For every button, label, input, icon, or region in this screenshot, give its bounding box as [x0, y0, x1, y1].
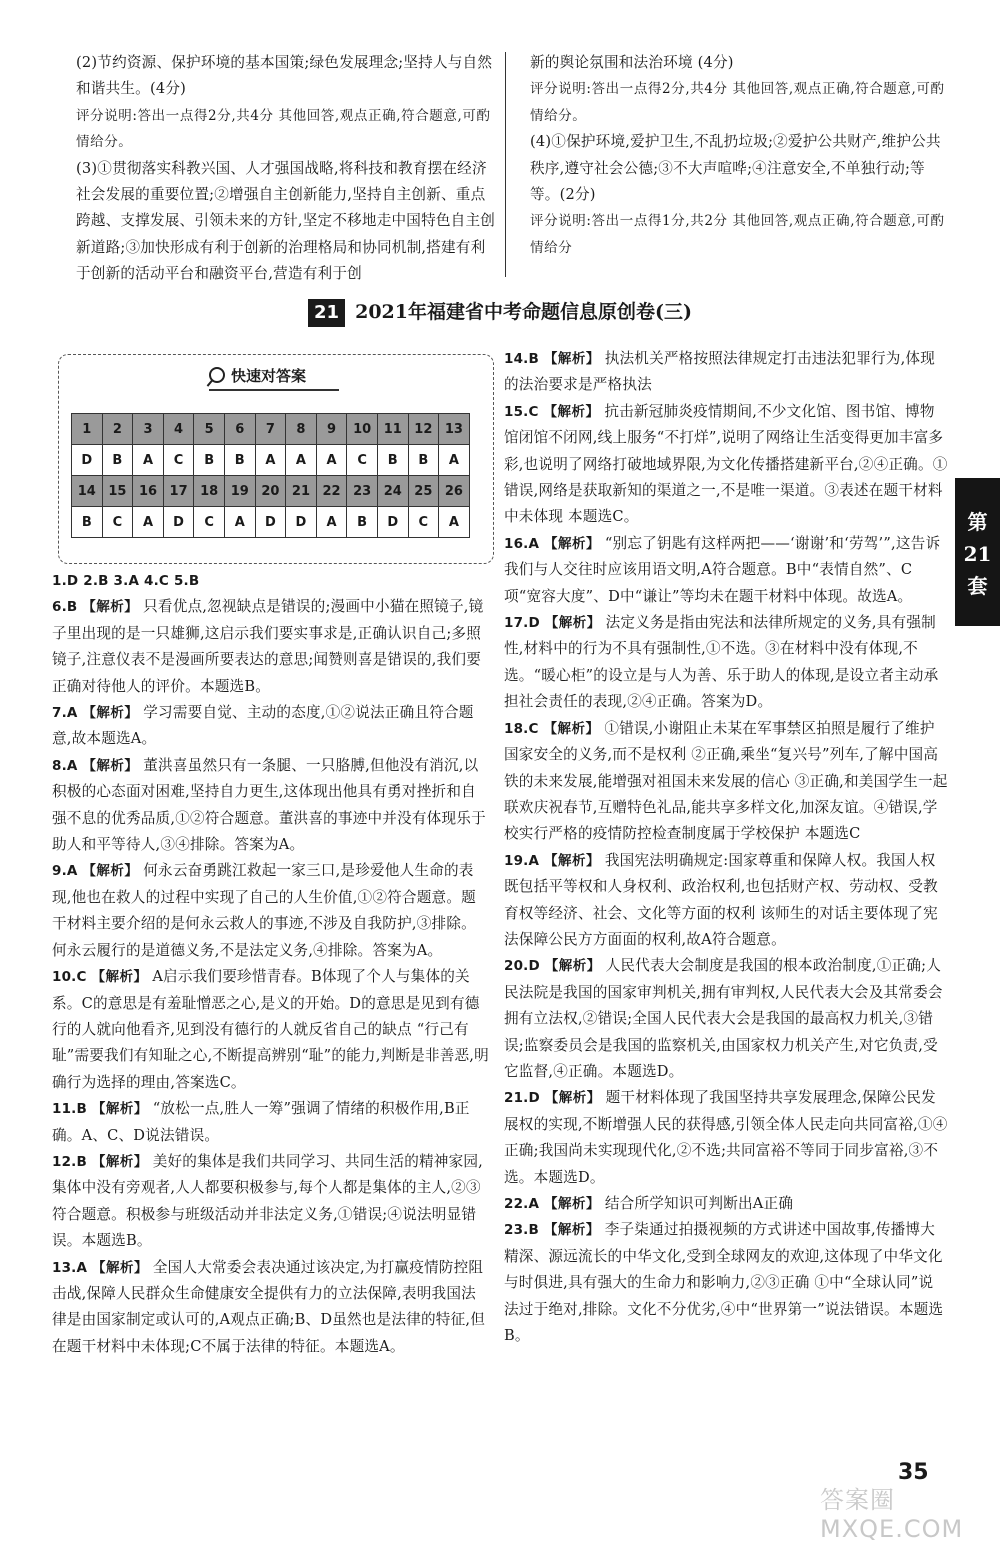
answer-number: 9.A: [52, 863, 78, 880]
q-num-cell: 19: [224, 476, 255, 507]
q-num-cell: 6: [224, 414, 255, 445]
answer-item: [52, 1255, 490, 1361]
answer-number: 18.C: [504, 720, 539, 737]
analysis-tag: 【解析】: [543, 403, 600, 420]
right-answer-column: [504, 346, 948, 1349]
answer-table-number-row: [72, 476, 470, 507]
analysis-tag: 【解析】: [544, 1090, 601, 1107]
answer-text: 我国宪法明确规定:国家尊重和保障人权。我国人权既包括平等权和人身权利、政治权利,也包括财产权、劳动权、受教育权等经济、社会、文化等方面的权利 该师生的对话主要体现了宪法保障公民方方面面的权利,故A符合题意。: [504, 851, 938, 948]
answer-cell: A: [133, 445, 164, 476]
answer-item: [52, 1149, 490, 1255]
answer-number: 6.B: [52, 599, 78, 616]
answer-text: 抗击新冠肺炎疫情期间,不少文化馆、图书馆、博物馆闭馆不闭网,线上服务“不打烊”,说明了网络让生活变得更加丰富多彩,也说明了网络打破地域界限,为文化传播搭建新平台,②④正确。①错误,网络是获取新知的渠道之一,不是唯一渠道。③表述在题干材料中未体现 本题选C。: [504, 402, 948, 526]
answer-table-letter-row: [72, 507, 470, 538]
page-number: 35: [898, 1460, 929, 1485]
section-title-text: 2021年福建省中考命题信息原创卷(三): [355, 301, 692, 323]
section-number: 21: [308, 299, 345, 327]
answer-cell: A: [255, 445, 286, 476]
analysis-tag: 【解析】: [82, 757, 139, 774]
q-num-cell: 23: [347, 476, 378, 507]
answer-cell: B: [194, 445, 225, 476]
answer-cell: C: [347, 445, 378, 476]
answer-item: [504, 1085, 948, 1191]
answer-cell: B: [347, 507, 378, 538]
answer-text: 题干材料体现了我国坚持共享发展理念,保障公民发展权的实现,不断增强人民的获得感,引领全体人民走向共同富裕,①④正确;我国尚未实现现代化,②不选;共同富裕不等同于同步富裕,③不选。本题选D。: [504, 1089, 948, 1186]
q-num-cell: 18: [194, 476, 225, 507]
q-num-cell: 1: [72, 414, 103, 445]
answer-text: 美好的集体是我们共同学习、共同生活的精神家园,集体中没有旁观者,人人都要积极参与,每个人都是集体的主人,②③符合题意。积极参与班级活动并非法定义务,①错误;④说法明显错误。本题选B。: [52, 1152, 484, 1250]
answer-number: 7.A: [52, 705, 78, 722]
answer-number: 20.D: [504, 958, 540, 975]
answer-cell: B: [102, 445, 133, 476]
answer-item: [52, 858, 490, 964]
answer-cell: B: [377, 445, 408, 476]
answer-number: 21.D: [504, 1090, 540, 1107]
left-answer-column: [52, 568, 490, 1360]
answer-number: 19.A: [504, 852, 540, 869]
q-num-cell: 8: [286, 414, 317, 445]
answer-number: 8.A: [52, 757, 78, 774]
answer-item: [504, 346, 948, 399]
answer-table-letter-row: [72, 445, 470, 476]
q-num-cell: 3: [133, 414, 164, 445]
analysis-tag: 【解析】: [91, 1101, 148, 1118]
answer-number: 14.B: [504, 351, 540, 367]
answer-cell: A: [439, 507, 470, 538]
q-num-cell: 9: [316, 414, 347, 445]
answer-number: 17.D: [504, 615, 540, 632]
answer-cell: B: [408, 445, 439, 476]
top-left-para-2: (3)①贯彻落实科教兴国、人才强国战略,将科技和教育摆在经济社会发展的重要位置;②增强自主创新能力,坚持自主创新、重点跨越、支撑发展、引领未来的方针,坚定不移地走中国特色自主创新道路;③加快形成有利于创新的治理格局和协同机制,搭建有利于创新的活动平台和融资平台,营造有利于创: [76, 159, 496, 283]
top-right-para-2: (4)①保护环境,爱护卫生,不乱扔垃圾;②爱护公共财产,维护公共秩序,遵守社会公德;③不大声喧哗;④注意安全,不单独行动;等等。(2分): [530, 133, 941, 204]
answer-item: [504, 399, 948, 531]
q-num-cell: 14: [72, 476, 103, 507]
answer-text: “别忘了钥匙有这样两把——‘谢谢’和‘劳驾’”,这告诉我们与人交往时应该用语文明,A符合题意。B中“表情自然”、C项“宽容大度”、D中“谦让”等均未在题干材料中体现。故选A。: [504, 534, 941, 605]
answer-text: 1.D 2.B 3.A 4.C 5.B: [52, 573, 200, 589]
answer-item: [52, 1096, 490, 1149]
answer-number: 23.B: [504, 1222, 540, 1239]
answer-cell: D: [72, 445, 103, 476]
q-num-cell: 12: [408, 414, 439, 445]
answer-cell: C: [163, 445, 194, 476]
quick-answer-box: [58, 354, 494, 564]
answer-cell: A: [224, 507, 255, 538]
answer-cell: B: [72, 507, 103, 538]
analysis-tag: 【解析】: [91, 1153, 148, 1170]
answer-cell: D: [163, 507, 194, 538]
q-num-cell: 17: [163, 476, 194, 507]
q-num-cell: 26: [439, 476, 470, 507]
analysis-tag: 【解析】: [544, 615, 601, 632]
answer-number: 15.C: [504, 403, 539, 420]
q-num-cell: 7: [255, 414, 286, 445]
answer-text: 结合所学知识可判断出A正确: [604, 1195, 794, 1212]
analysis-tag: 【解析】: [543, 351, 600, 367]
q-num-cell: 11: [377, 414, 408, 445]
answer-number: 10.C: [52, 969, 87, 986]
answer-item: [504, 1217, 948, 1349]
answer-cell: A: [133, 507, 164, 538]
answer-text: 执法机关严格按照法律规定打击违法犯罪行为,体现的法治要求是严格执法: [504, 350, 936, 394]
q-num-cell: 4: [163, 414, 194, 445]
top-right-column: [530, 50, 946, 261]
answer-cell: D: [286, 507, 317, 538]
answer-item: [504, 531, 948, 610]
answer-cell: B: [224, 445, 255, 476]
answer-text: 董洪喜虽然只有一条腿、一只胳膊,但他没有消沉,以积极的心态面对困难,坚持自力更生,这体现出他具有勇对挫折和自强不息的优秀品质,①②符合题意。董洪喜的事迹中并没有体现乐于助人和平等待人,③④排除。答案为A。: [52, 756, 486, 854]
answer-cell: D: [255, 507, 286, 538]
watermark: 答案圈 MXQE.COM: [820, 1486, 964, 1543]
top-right-scoring-note-2: 评分说明:答出一点得1分,共2分 其他回答,观点正确,符合题意,可酌情给分: [530, 213, 945, 256]
q-num-cell: 25: [408, 476, 439, 507]
q-num-cell: 10: [347, 414, 378, 445]
analysis-tag: 【解析】: [91, 969, 148, 986]
answer-cell: A: [316, 507, 347, 538]
quick-answer-title-text: 快速对答案: [231, 367, 307, 385]
answer-text: 李子柒通过拍摄视频的方式讲述中国故事,传播博大精深、源远流长的中华文化,受到全球网友的欢迎,这体现了中华文化与时俱进,具有强大的生命力和影响力,②③正确 ①中“全球认同”说法过于绝对,排除。文化不分优劣,④中“世界第一”说法错误。本题选B。: [504, 1221, 944, 1345]
answer-table: [71, 413, 470, 538]
answer-text: 全国人大常委会表决通过该决定,为打赢疫情防控阻击战,保障人民群众生命健康安全提供有力的立法保障,表明我国法律是由国家制定或认可的,A观点正确;B、D虽然也是法律的特征,但在题干材料中未体现;C不属于法律的特征。本题选A。: [52, 1258, 485, 1355]
answer-cell: C: [194, 507, 225, 538]
q-num-cell: 21: [286, 476, 317, 507]
answer-item: [504, 953, 948, 1085]
answer-item: [52, 594, 490, 700]
answer-cell: C: [102, 507, 133, 538]
analysis-tag: 【解析】: [82, 705, 139, 722]
answer-text: ①错误,小谢阻止未某在军事禁区拍照是履行了维护国家安全的义务,而不是权利 ②正确,乘坐“复兴号”列车,了解中国高铁的未来发展,能增强对祖国未来发展的信心 ③正确,和美国学生一起联欢庆祝春节,互赠特色礼品,能共享多样文化,加深友谊。④错误,学校实行严格的疫情防控检查制度属于学校保护 本题选C: [504, 719, 948, 843]
answer-number: 12.B: [52, 1153, 88, 1170]
q-num-cell: 20: [255, 476, 286, 507]
answer-item: [52, 753, 490, 859]
answer-text: 学习需要自觉、主动的态度,①②说法正确且符合题意,故本题选A。: [52, 704, 474, 748]
analysis-tag: 【解析】: [544, 535, 601, 552]
analysis-tag: 【解析】: [543, 720, 600, 737]
answer-cell: D: [377, 507, 408, 538]
magnifier-icon: [209, 367, 225, 383]
answer-text: 何永云奋勇跳江救起一家三口,是珍爱他人生命的表现,他也在救人的过程中实现了自己的人生价值,①②符合题意。题干材料主要介绍的是何永云救人的事迹,不涉及自我防护,③排除。何永云履行的是道德义务,不是法定义务,④排除。答案为A。: [52, 862, 476, 959]
answer-cell: A: [316, 445, 347, 476]
answer-text: 法定义务是指由宪法和法律所规定的义务,具有强制性,材料中的行为不具有强制性,①不选。③在材料中没有体现,不选。“暖心柜”的设立是与人为善、乐于助人的体现,是设立者主动承担社会责任的表现,②④正确。答案为D。: [504, 614, 939, 711]
q-num-cell: 2: [102, 414, 133, 445]
q-num-cell: 5: [194, 414, 225, 445]
answer-text: 人民代表大会制度是我国的根本政治制度,①正确;人民法院是我国的国家审判机关,拥有审判权,人民代表大会及其常委会拥有立法权,②错误;全国人民代表大会是我国的最高权力机关,③错误;监察委员会是我国的监察机关,由国家权力机关产生,对它负责,受它监督,④正确。本题选D。: [504, 957, 943, 1080]
section-title: [0, 298, 1000, 327]
answer-text: 只看优点,忽视缺点是错误的;漫画中小猫在照镜子,镜子里出现的是一只雄狮,这启示我们要实事求是,正确认识自己;多照镜子,注意仪表不是漫画所要表达的意思;闻赞则喜是错误的,我们要正确对待他人的评价。本题选B。: [52, 598, 484, 695]
answer-item: [504, 716, 948, 848]
answer-item: [52, 700, 490, 753]
answer-number: 13.A: [52, 1259, 88, 1276]
answer-item: [52, 568, 490, 594]
top-left-para-1: (2)节约资源、保护环境的基本国策;绿色发展理念;坚持人与自然和谐共生。(4分): [76, 54, 493, 98]
q-num-cell: 24: [377, 476, 408, 507]
column-divider: [505, 52, 506, 277]
q-num-cell: 16: [133, 476, 164, 507]
answer-item: [504, 848, 948, 954]
top-right-para-1: 新的舆论氛围和法治环境 (4分): [530, 54, 734, 71]
analysis-tag: 【解析】: [82, 599, 139, 616]
analysis-tag: 【解析】: [92, 1259, 149, 1276]
top-right-scoring-note-1: 评分说明:答出一点得2分,共4分 其他回答,观点正确,符合题意,可酌情给分。: [530, 81, 945, 124]
answer-cell: C: [408, 507, 439, 538]
analysis-tag: 【解析】: [82, 863, 139, 880]
quick-answer-title: [209, 363, 339, 391]
analysis-tag: 【解析】: [544, 1196, 601, 1212]
top-left-column: [76, 50, 496, 288]
answer-item: [52, 964, 490, 1096]
analysis-tag: 【解析】: [544, 958, 601, 975]
answer-number: 11.B: [52, 1101, 88, 1118]
analysis-tag: 【解析】: [544, 852, 601, 869]
q-num-cell: 15: [102, 476, 133, 507]
answer-table-number-row: [72, 414, 470, 445]
answer-text: “放松一点,胜人一筹”强调了情绪的积极作用,B正确。A、C、D说法错误。: [52, 1100, 470, 1144]
answer-item: [504, 1191, 948, 1217]
top-left-scoring-note: 评分说明:答出一点得2分,共4分 其他回答,观点正确,符合题意,可酌情给分。: [76, 107, 491, 151]
set-number-tab: 第21套: [955, 478, 1000, 626]
answer-cell: A: [286, 445, 317, 476]
answer-text: A启示我们要珍惜青春。B体现了个人与集体的关系。C的意思是有羞耻憎恶之心,是义的开始。D的意思是见到有德行的人就向他看齐,见到没有德行的人就反省自己的缺点 “行己有耻”需要我们有知耻之心,不断提高辨别“耻”的能力,判断是非善恶,明确行为选择的理由,答案选C。: [52, 968, 489, 1091]
answer-number: 16.A: [504, 535, 540, 552]
q-num-cell: 22: [316, 476, 347, 507]
q-num-cell: 13: [439, 414, 470, 445]
answer-number: 22.A: [504, 1196, 540, 1212]
answer-cell: A: [439, 445, 470, 476]
answer-item: [504, 610, 948, 716]
analysis-tag: 【解析】: [543, 1222, 600, 1239]
